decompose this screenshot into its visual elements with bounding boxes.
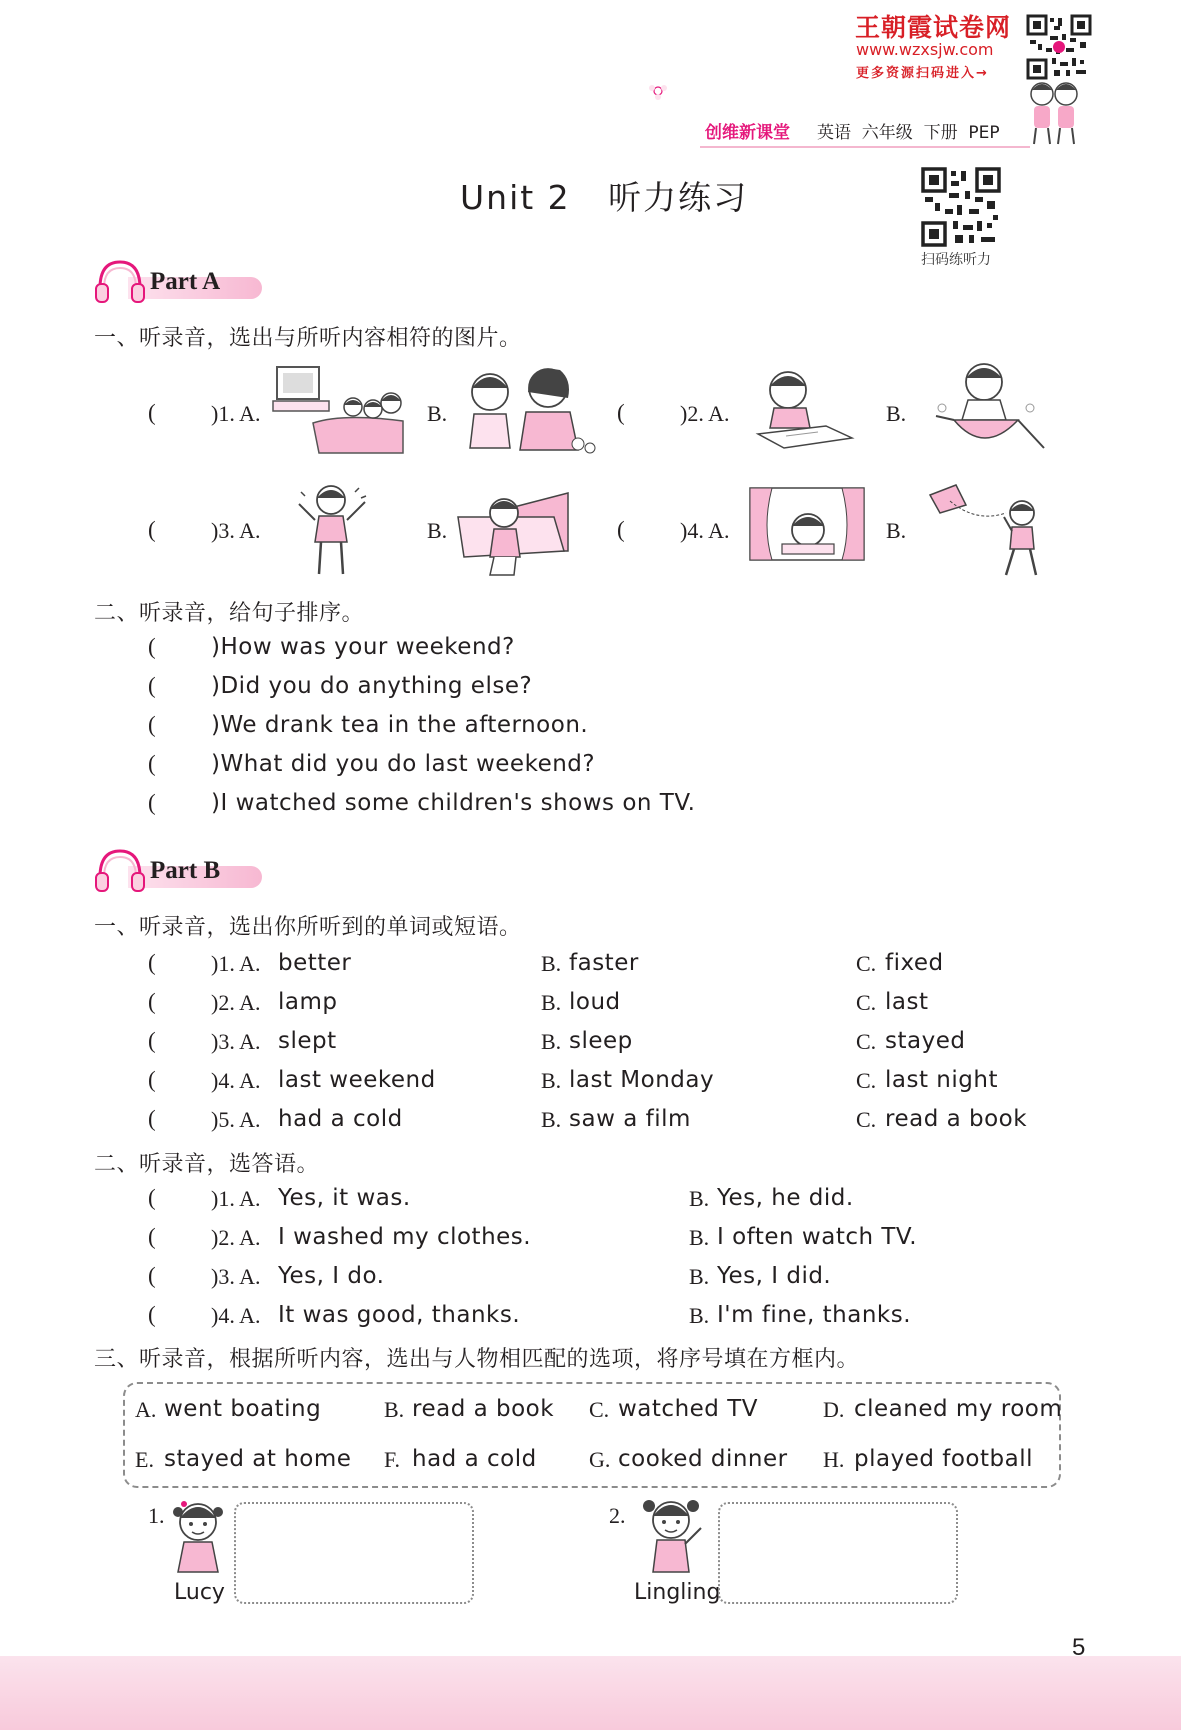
response-option-a: It was good, thanks. — [278, 1302, 521, 1328]
picture-option-b: B. — [427, 518, 448, 543]
response-option-b-key: B. — [689, 1186, 710, 1211]
word-item-number: )3. A. — [211, 1029, 261, 1054]
word-option-b: saw a film — [569, 1106, 691, 1132]
answer-blank-open: ( — [148, 751, 156, 776]
option-key: B. — [384, 1397, 405, 1422]
word-option-b-key: B. — [541, 951, 562, 976]
picture-4a-girl-at-window[interactable] — [748, 486, 866, 562]
option-text: cooked dinner — [618, 1446, 788, 1472]
option-key: C. — [589, 1397, 610, 1422]
part-b-section2-heading: 二、听录音，选答语。 — [94, 1152, 320, 1177]
part-b-section3-heading: 三、听录音，根据所听内容，选出与人物相匹配的选项，将序号填在方框内。 — [94, 1347, 860, 1372]
word-option-b: last Monday — [569, 1067, 715, 1093]
answer-blank-open: ( — [148, 1106, 156, 1131]
footer-band — [0, 1656, 1181, 1730]
word-option-c: last night — [885, 1067, 998, 1093]
option-text: stayed at home — [164, 1446, 352, 1472]
person-number: 1. — [148, 1503, 165, 1528]
answer-blank-open: ( — [148, 634, 156, 659]
answer-blank-open: ( — [148, 1263, 156, 1288]
option-key: H. — [823, 1447, 845, 1472]
series-name: 创维新课堂 — [705, 123, 790, 143]
sentence-item: )I watched some children's shows on TV. — [211, 790, 696, 816]
response-option-b: Yes, he did. — [717, 1185, 854, 1211]
response-option-b-key: B. — [689, 1303, 710, 1328]
word-option-c: stayed — [885, 1028, 966, 1054]
response-item-number: )1. A. — [211, 1186, 261, 1211]
part-b-label: Part B — [150, 857, 221, 884]
word-option-c-key: C. — [856, 1029, 877, 1054]
answer-blank-open: ( — [148, 673, 156, 698]
response-option-a: Yes, it was. — [278, 1185, 411, 1211]
word-option-a: had a cold — [278, 1106, 403, 1132]
response-option-b: Yes, I did. — [717, 1263, 832, 1289]
headphones-icon — [94, 847, 146, 895]
part-b-section1-heading: 一、听录音，选出你所听到的单词或短语。 — [94, 915, 522, 940]
sentence-item: )We drank tea in the afternoon. — [211, 712, 589, 738]
part-a-section2-heading: 二、听录音，给句子排序。 — [94, 601, 365, 626]
word-option-c-key: C. — [856, 1068, 877, 1093]
word-option-b-key: B. — [541, 1107, 562, 1132]
picture-4b-girl-flying-kite[interactable] — [926, 483, 1046, 579]
word-option-c: fixed — [885, 950, 944, 976]
person-name: Lucy — [174, 1580, 225, 1605]
response-option-b-key: B. — [689, 1264, 710, 1289]
qr-caption: 扫码练听力 — [921, 252, 991, 268]
response-item-number: )2. A. — [211, 1225, 261, 1250]
answer-blank-open: ( — [148, 950, 156, 975]
website-qr-code[interactable] — [1026, 14, 1092, 80]
person-name: Lingling — [634, 1580, 721, 1605]
word-option-c-key: C. — [856, 990, 877, 1015]
flower-decoration-icon — [646, 80, 670, 102]
sentence-item: )Did you do anything else? — [211, 673, 533, 699]
word-item-number: )2. A. — [211, 990, 261, 1015]
response-item-number: )4. A. — [211, 1303, 261, 1328]
answer-box-lingling[interactable] — [718, 1502, 958, 1604]
course-info: 英语 六年级 下册 PEP — [817, 123, 1000, 143]
option-text: went boating — [164, 1396, 322, 1422]
part-a-label: Part A — [150, 268, 221, 295]
word-option-b-key: B. — [541, 990, 562, 1015]
picture-1b-kids-with-mum[interactable] — [460, 364, 598, 456]
part-a-section1-heading: 一、听录音，选出与所听内容相符的图片。 — [94, 326, 522, 351]
option-text: watched TV — [618, 1396, 758, 1422]
lucy-avatar — [168, 1498, 230, 1576]
word-option-c-key: C. — [856, 1107, 877, 1132]
lingling-avatar — [641, 1496, 707, 1576]
header-rule — [700, 146, 1030, 148]
picture-3a-girl-with-headphones[interactable] — [295, 482, 373, 578]
response-option-a: Yes, I do. — [278, 1263, 385, 1289]
response-option-a: I washed my clothes. — [278, 1224, 532, 1250]
option-key: G. — [589, 1447, 611, 1472]
word-item-number: )5. A. — [211, 1107, 261, 1132]
answer-blank-open: ( — [148, 1224, 156, 1249]
answer-blank-open: ( — [148, 1302, 156, 1327]
option-text: cleaned my room — [854, 1396, 1063, 1422]
response-item-number: )3. A. — [211, 1264, 261, 1289]
word-item-number: )4. A. — [211, 1068, 261, 1093]
page-title: Unit 2 听力练习 — [460, 178, 749, 217]
picture-item-number: )1. A. — [211, 401, 261, 426]
answer-blank-open: ( — [148, 790, 156, 815]
picture-2a-boy-writing[interactable] — [756, 368, 854, 452]
picture-1a-family-watching-tv[interactable] — [273, 363, 407, 457]
answer-blank-open: ( — [148, 517, 156, 542]
brand-name: 王朝霞试卷网 — [855, 13, 1012, 42]
answer-blank-open: ( — [148, 1185, 156, 1210]
sentence-item: )How was your weekend? — [211, 634, 515, 660]
header-kids-illustration — [1022, 78, 1088, 148]
answer-box-lucy[interactable] — [234, 1502, 474, 1604]
picture-item-number: )3. A. — [211, 518, 261, 543]
listening-qr-code[interactable] — [921, 167, 1001, 247]
brand-url[interactable]: www.wzxsjw.com — [856, 40, 994, 59]
option-key: E. — [135, 1447, 154, 1472]
response-option-b: I often watch TV. — [717, 1224, 918, 1250]
word-option-c: last — [885, 989, 929, 1015]
option-key: A. — [135, 1397, 157, 1422]
option-text: played football — [854, 1446, 1033, 1472]
answer-blank-open: ( — [148, 712, 156, 737]
page-number: 5 — [1072, 1634, 1086, 1661]
answer-blank-open: ( — [148, 1028, 156, 1053]
option-text: read a book — [412, 1396, 555, 1422]
option-key: F. — [384, 1447, 400, 1472]
word-option-b-key: B. — [541, 1029, 562, 1054]
response-option-b-key: B. — [689, 1225, 710, 1250]
headphones-icon — [94, 258, 146, 306]
answer-blank-open: ( — [617, 517, 625, 542]
word-option-a: slept — [278, 1028, 337, 1054]
more-resources-text: 更多资源扫码进入→ — [856, 66, 989, 81]
word-option-b-key: B. — [541, 1068, 562, 1093]
answer-blank-open: ( — [148, 1067, 156, 1092]
word-option-b: loud — [569, 989, 621, 1015]
word-option-a: lamp — [278, 989, 338, 1015]
word-item-number: )1. A. — [211, 951, 261, 976]
picture-3b-girl-on-bed[interactable] — [454, 487, 572, 579]
answer-blank-open: ( — [148, 989, 156, 1014]
picture-option-b: B. — [886, 401, 907, 426]
option-key: D. — [823, 1397, 845, 1422]
picture-item-number: )2. A. — [680, 401, 730, 426]
picture-2b-boy-cooking[interactable] — [934, 360, 1046, 456]
word-option-b: sleep — [569, 1028, 633, 1054]
word-option-c: read a book — [885, 1106, 1028, 1132]
answer-blank-open: ( — [148, 400, 156, 425]
person-number: 2. — [609, 1503, 626, 1528]
word-option-a: last weekend — [278, 1067, 436, 1093]
picture-option-b: B. — [886, 518, 907, 543]
option-text: had a cold — [412, 1446, 537, 1472]
picture-option-b: B. — [427, 401, 448, 426]
answer-blank-open: ( — [617, 400, 625, 425]
response-option-b: I'm fine, thanks. — [717, 1302, 912, 1328]
word-option-a: better — [278, 950, 352, 976]
word-option-c-key: C. — [856, 951, 877, 976]
word-option-b: faster — [569, 950, 639, 976]
sentence-item: )What did you do last weekend? — [211, 751, 596, 777]
picture-item-number: )4. A. — [680, 518, 730, 543]
